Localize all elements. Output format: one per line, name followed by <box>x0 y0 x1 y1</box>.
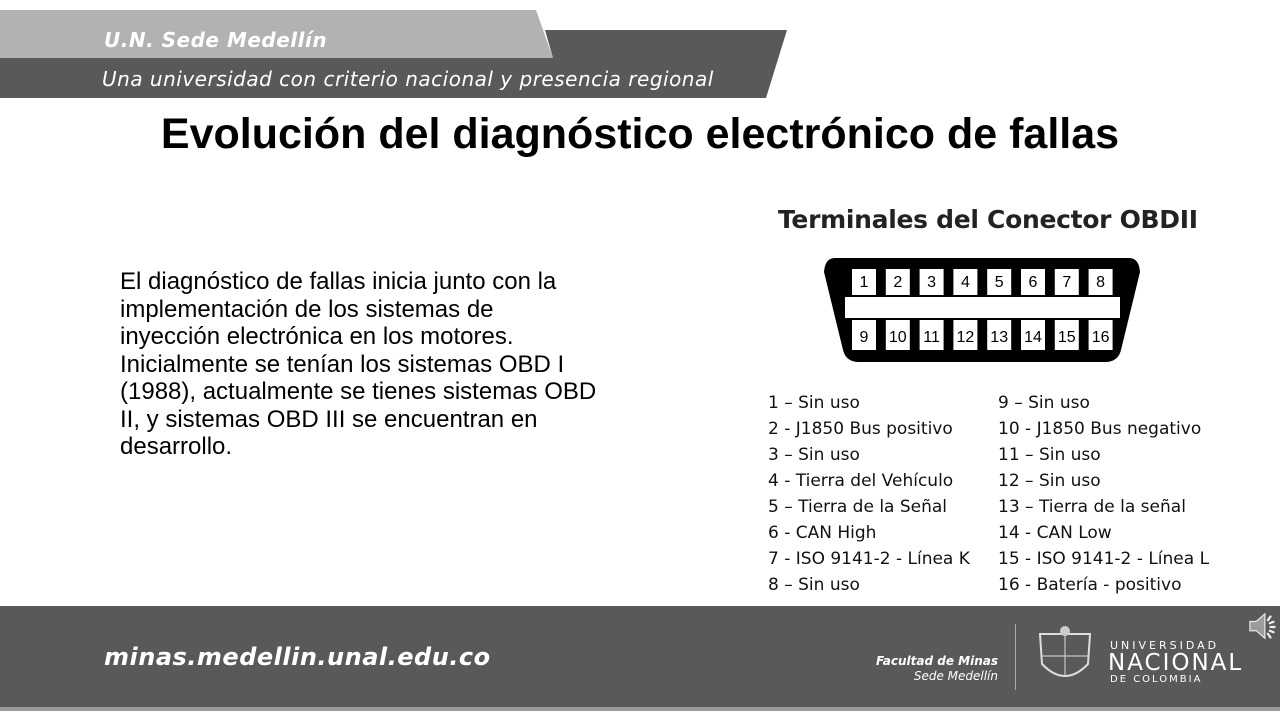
pin-description: 16 - Batería - positivo <box>998 575 1182 595</box>
connector-pin-number: 10 <box>888 329 907 346</box>
pin-description: 8 – Sin uso <box>768 575 860 595</box>
logo-line2: NACIONAL <box>1108 650 1244 676</box>
slide-body: El diagnóstico de fallas inicia junto con la implementación de los sistemas de inyección electrónica en los motores. Inicialmente se tenían los sistemas OBD I (1988), actualmente se tienes sistemas OBD II, y sistemas OBD III se encuentran en desarrollo. <box>120 268 597 460</box>
footer-url[interactable]: minas.medellin.unal.edu.co <box>104 643 491 671</box>
logo-line3: DE COLOMBIA <box>1110 674 1203 685</box>
connector-pin-number: 16 <box>1091 329 1110 346</box>
connector-pin-number: 3 <box>927 274 937 291</box>
connector-pin-number: 1 <box>859 274 869 291</box>
connector-pin-number: 4 <box>960 274 970 291</box>
faculty-name: Facultad de Minas <box>875 654 998 668</box>
logo-line1: UNIVERSIDAD <box>1110 639 1220 652</box>
connector-pin-number: 8 <box>1096 274 1106 291</box>
connector-pin-number: 14 <box>1024 329 1042 346</box>
slogan: Una universidad con criterio nacional y presencia regional <box>102 67 714 91</box>
pin-description: 7 - ISO 9141-2 - Línea K <box>768 549 970 569</box>
pin-description: 11 – Sin uso <box>998 445 1101 465</box>
faculty-label <box>860 654 998 684</box>
pin-description: 1 – Sin uso <box>768 393 860 413</box>
pin-description: 9 – Sin uso <box>998 393 1090 413</box>
pin-description: 13 – Tierra de la señal <box>998 497 1186 517</box>
connector-pin-number: 13 <box>990 329 1009 346</box>
campus-name: U.N. Sede Medellín <box>104 28 328 52</box>
connector-pin-number: 12 <box>956 329 975 346</box>
connector-pin-number: 2 <box>893 274 903 291</box>
connector-pin-number: 9 <box>859 329 869 346</box>
obd2-connector-diagram <box>815 250 1150 370</box>
connector-pin-number: 11 <box>923 329 940 346</box>
pin-description: 12 – Sin uso <box>998 471 1101 491</box>
pin-description: 15 - ISO 9141-2 - Línea L <box>998 549 1210 569</box>
connector-pin-number: 6 <box>1028 274 1038 291</box>
pin-description: 6 - CAN High <box>768 523 877 543</box>
connector-pin-number: 7 <box>1062 274 1072 291</box>
university-seal-icon <box>1030 624 1100 690</box>
faculty-sede: Sede Medellín <box>913 669 998 683</box>
pin-description: 2 - J1850 Bus positivo <box>768 419 953 439</box>
pin-description: 5 – Tierra de la Señal <box>768 497 948 517</box>
footer-divider <box>1015 624 1016 690</box>
pin-description: 14 - CAN Low <box>998 523 1112 543</box>
pin-description: 4 - Tierra del Vehículo <box>768 471 954 491</box>
slide-title: Evolución del diagnóstico electrónico de fallas <box>160 110 1120 158</box>
header-banner <box>0 0 800 110</box>
pin-description: 10 - J1850 Bus negativo <box>998 419 1202 439</box>
pin-description: 3 – Sin uso <box>768 445 860 465</box>
speaker-audio-icon[interactable] <box>1248 612 1278 642</box>
connector-title: Terminales del Conector OBDII <box>778 205 1198 234</box>
connector-pin-number: 5 <box>994 274 1004 291</box>
connector-pin-number: 15 <box>1057 329 1076 346</box>
